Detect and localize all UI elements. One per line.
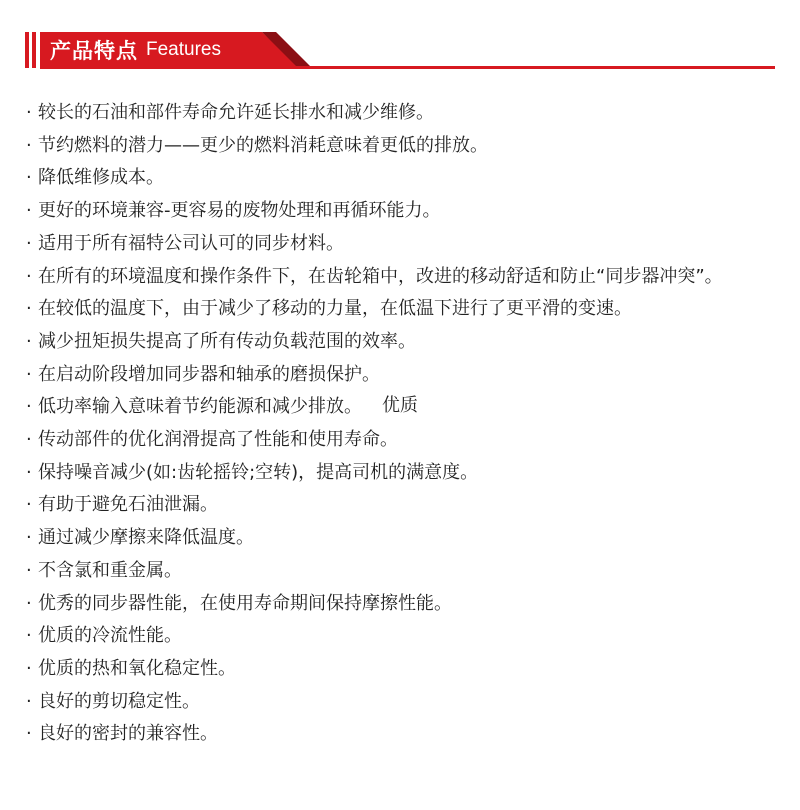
bullet-dot: · — [26, 134, 32, 156]
feature-text: 优质的冷流性能。 — [38, 625, 182, 647]
feature-text: 有助于避免石油泄漏。 — [38, 494, 218, 516]
header-accent-bar-1 — [25, 32, 29, 68]
section-header — [0, 0, 800, 80]
bullet-dot: · — [26, 527, 32, 549]
feature-text: 节约燃料的潜力——更少的燃料消耗意味着更低的排放。 — [38, 134, 488, 156]
feature-item — [26, 97, 776, 130]
feature-text: 在较低的温度下，由于减少了移动的力量，在低温下进行了更平滑的变速。 — [38, 298, 632, 320]
feature-text: 优秀的同步器性能，在使用寿命期间保持摩擦性能。 — [38, 592, 452, 614]
feature-text: 低功率输入意味着节约能源和减少排放。 — [38, 396, 362, 418]
bullet-dot: · — [26, 363, 32, 385]
feature-text: 良好的密封的兼容性。 — [38, 723, 218, 745]
feature-item — [26, 261, 778, 294]
feature-item — [26, 130, 776, 163]
feature-item — [26, 718, 776, 751]
feature-text: 通过减少摩擦来降低温度。 — [38, 527, 254, 549]
bullet-dot: · — [26, 625, 32, 647]
bullet-dot: · — [26, 200, 32, 222]
feature-item — [26, 293, 776, 326]
header-accent-bar-2 — [32, 32, 36, 68]
feature-text: 良好的剪切稳定性。 — [38, 690, 200, 712]
feature-text: 保持噪音减少(如:齿轮摇铃;空转)，提高司机的满意度。 — [38, 461, 479, 483]
bullet-dot: · — [26, 592, 32, 614]
feature-text: 在启动阶段增加同步器和轴承的磨损保护。 — [38, 363, 380, 385]
feature-item — [26, 653, 776, 686]
feature-item — [26, 489, 776, 522]
feature-text: 减少扭矩损失提高了所有传动负载范围的效率。 — [38, 330, 416, 352]
bullet-dot: · — [26, 690, 32, 712]
feature-text: 较长的石油和部件寿命允许延长排水和减少维修。 — [38, 102, 434, 123]
feature-text: 不含氯和重金属。 — [38, 559, 182, 581]
overlay-tooltip-label: 优质 — [382, 395, 418, 416]
header-title-cn: 产品特点 — [50, 39, 138, 63]
bullet-dot: · — [26, 232, 32, 254]
feature-item — [26, 195, 776, 228]
bullet-dot: · — [26, 723, 32, 745]
feature-text: 在所有的环境温度和操作条件下，在齿轮箱中，改进的移动舒适和防止“同步器冲突”。 — [38, 265, 723, 287]
feature-item — [26, 588, 776, 621]
feature-text: 适用于所有福特公司认可的同步材料。 — [38, 232, 344, 254]
bullet-dot: · — [26, 429, 32, 451]
bullet-dot: · — [26, 102, 32, 123]
feature-item — [26, 620, 776, 653]
feature-item — [26, 326, 776, 359]
header-title — [50, 32, 221, 68]
bullet-dot: · — [26, 396, 32, 418]
feature-item — [26, 555, 776, 588]
feature-item — [26, 686, 776, 719]
feature-text: 降低维修成本。 — [38, 167, 164, 189]
feature-text: 传动部件的优化润滑提高了性能和使用寿命。 — [38, 429, 398, 451]
bullet-dot: · — [26, 298, 32, 320]
feature-list — [26, 97, 776, 751]
bullet-dot: · — [26, 494, 32, 516]
bullet-dot: · — [26, 461, 32, 483]
bullet-dot: · — [26, 167, 32, 189]
header-title-en: Features — [146, 39, 221, 60]
feature-item — [26, 228, 776, 261]
feature-item — [26, 522, 776, 555]
feature-text: 优质的热和氧化稳定性。 — [38, 657, 236, 679]
feature-text: 更好的环境兼容-更容易的废物处理和再循环能力。 — [38, 200, 441, 222]
bullet-dot: · — [26, 559, 32, 581]
bullet-dot: · — [26, 265, 32, 287]
bullet-dot: · — [26, 330, 32, 352]
feature-item — [26, 162, 776, 195]
bullet-dot: · — [26, 657, 32, 679]
feature-item — [26, 457, 776, 490]
feature-item — [26, 359, 776, 392]
feature-item — [26, 424, 776, 457]
